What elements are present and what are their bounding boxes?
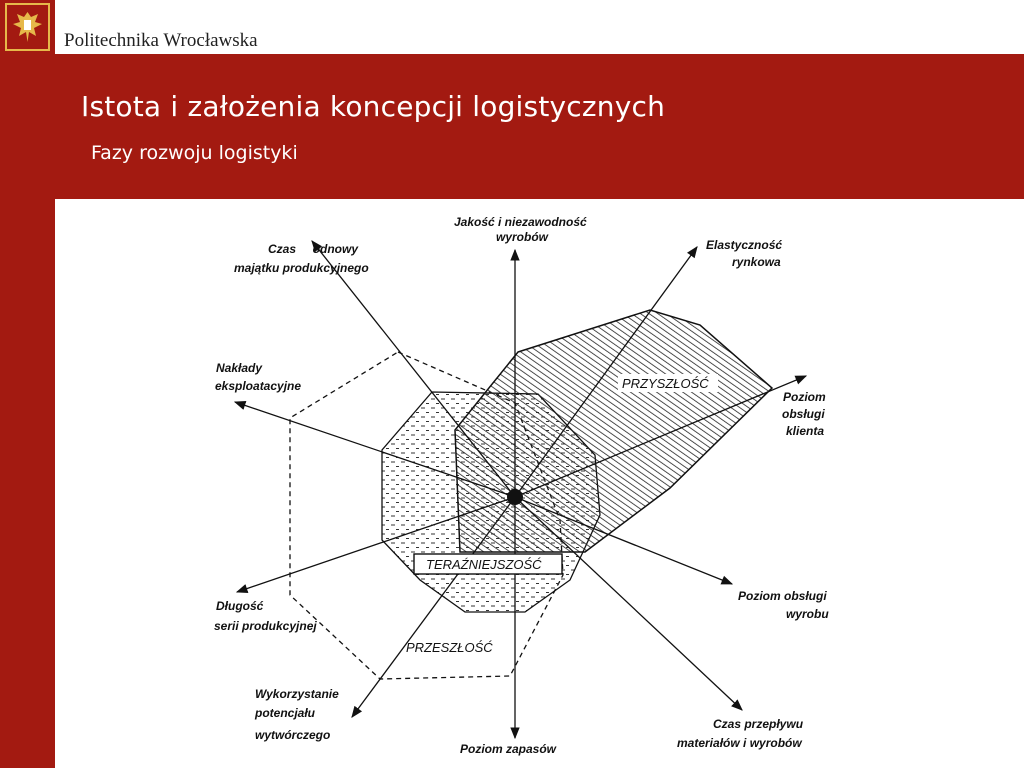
past-label: PRZESZŁOŚĆ [406,640,493,655]
label-renewal-time: Czas odnowy majątku produkcyjnego [234,242,369,275]
label-inventory: Poziom zapasów [460,742,557,756]
label-quality: Jakość i niezawodność wyrobów [453,215,587,244]
axis-flow-time [515,497,742,710]
label-flow-time: Czas przepływu materiałów i wyrobów [677,717,804,750]
present-label: TERAŹNIEJSZOŚĆ [426,557,542,572]
slide-subtitle: Fazy rozwoju logistyki [91,142,298,164]
center-point [507,489,523,505]
label-operating-costs: Nakłady eksploatacyjne [215,361,302,393]
axes [235,241,806,738]
slide-title: Istota i założenia koncepcji logistycznych [81,90,666,123]
university-name: Politechnika Wrocławska [64,30,258,51]
label-product-service: Poziom obsługi wyrobu [738,589,829,621]
label-flexibility: Elastyczność rynkowa [706,238,783,269]
future-polygon [455,310,772,552]
label-client-service: Poziom obsługi klienta [782,390,826,438]
future-label: PRZYSZŁOŚĆ [622,376,709,391]
label-capacity: Wykorzystanie potencjału wytwórczego [255,687,339,742]
label-series-length: Długość serii produkcyjnej [214,599,317,633]
